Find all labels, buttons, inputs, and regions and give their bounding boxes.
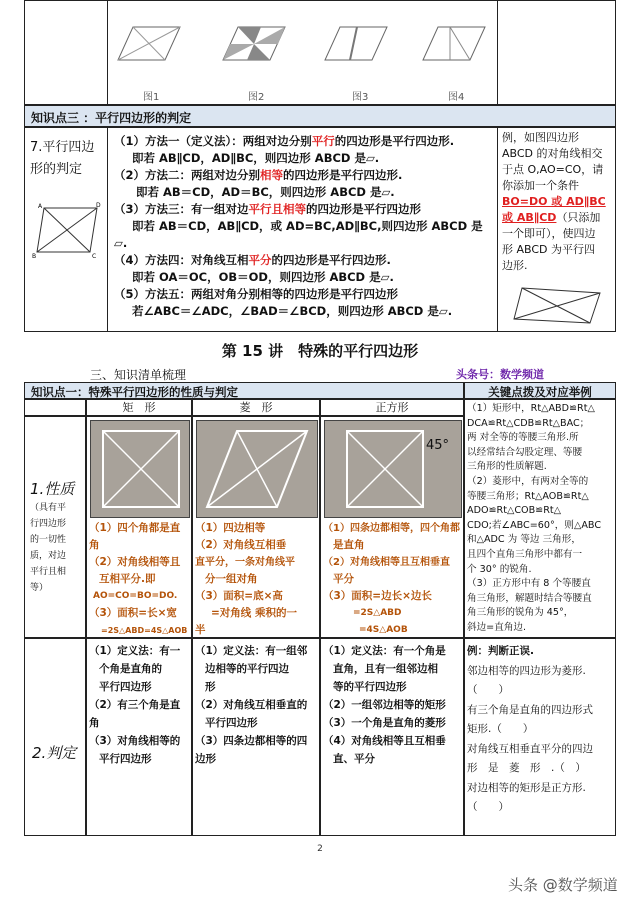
- svg-text:B: B: [32, 253, 37, 260]
- rhombus-properties: [195, 520, 319, 639]
- key-note-line: 两 对全等的等腰三角形.所: [467, 432, 579, 444]
- key-note-line: （2）菱形中，有两对全等的: [467, 475, 589, 487]
- judge-example-line: （ ）: [467, 684, 509, 696]
- judge-example-line: 邻边相等的四边形为菱形.: [467, 664, 586, 677]
- method-3-line-2: 即若 AB＝CD，AB∥CD，或 AD=BC,AD∥BC,则四边形 ABCD 是: [132, 219, 483, 233]
- rect-prop-line: （3）面积=长×宽: [89, 607, 177, 619]
- svg-text:A: A: [38, 203, 43, 210]
- judge-example-line: 形 是 菱 形 .（ ）: [467, 762, 586, 774]
- judge-line: 平行四边形: [99, 753, 152, 765]
- square-prop-line: （3）面积=边长×边长: [323, 590, 432, 602]
- rhombus-figure-photo: [196, 420, 318, 518]
- figure-3-parallelogram: [322, 22, 392, 67]
- key-note-line: DCA≌Rt△CDB≌Rt△BAC；: [467, 417, 590, 429]
- judge-example-line: 对角线互相垂直平分的四边: [467, 742, 593, 755]
- method-2-line-1: （2）方法二：两组对边分别相等的四边形是平行四边形.: [114, 168, 403, 182]
- square-properties: [323, 520, 463, 639]
- method-1-line-1: （1）方法一（定义法）：两组对边分别平行的四边形是平行四边形.: [114, 134, 455, 148]
- figure-1-label: 图1: [143, 92, 160, 103]
- brand-watermark: 头条 @数学频道: [508, 876, 618, 894]
- figure-4-label: 图4: [448, 92, 465, 103]
- method-1-line-2: 即若 AB∥CD，AD∥BC，则四边形 ABCD 是▱.: [132, 151, 380, 165]
- rect-prop-line: AO=CO=BO=DO.: [93, 591, 178, 601]
- kp3-example: [502, 130, 614, 274]
- judge-line: （3）对角线相等的: [89, 735, 181, 747]
- judge-line: 直、平分: [333, 753, 375, 765]
- judge-square: [323, 642, 463, 768]
- figure-2-label: 图2: [248, 92, 265, 103]
- note-line: 等）: [30, 583, 49, 593]
- rhombus-prop-line: 直平分，一条对角线平: [195, 557, 295, 568]
- judge-line: （2）一组邻边相等的矩形: [323, 699, 446, 711]
- example-answer: 或 AB∥CD: [502, 211, 557, 224]
- judge-example-line: 例：判断正误.: [467, 645, 534, 657]
- rhombus-prop-line: =对角线 乘积的一: [211, 607, 297, 619]
- key-note-line: 且四个直角三角形中都有一: [467, 548, 583, 560]
- rect-prop-line: （1）四个角都是直: [89, 522, 181, 534]
- section-title: 三、知识清单梳理: [90, 368, 187, 382]
- example-line: 形 ABCD 为平行四: [502, 243, 596, 256]
- key-note-line: 角三角形，解题时结合等腰直: [467, 592, 592, 604]
- square-prop-line: 是直角: [333, 539, 365, 551]
- example-line: 例，如图四边形: [502, 131, 579, 144]
- judge-line: （2）对角线互相垂直的: [195, 699, 308, 711]
- key-note-line: CDO;若∠ABC=60°，则△ABC: [467, 519, 602, 531]
- judge-line: （2）有三个角是直: [89, 699, 181, 711]
- kp3-title: 7.平行四边形的判定: [30, 140, 95, 177]
- svg-text:C: C: [92, 253, 97, 260]
- col-header-rhombus: 菱 形: [192, 399, 320, 416]
- key-note-line: 以经常结合勾股定理、等腰: [467, 446, 583, 458]
- kp3-methods: [114, 133, 494, 320]
- judge-line: （3）一个角是直角的菱形: [323, 717, 446, 729]
- key-note-line: ADO≌Rt△COB≌Rt△: [467, 505, 562, 517]
- kp1-header: 知识点一：特殊平行四边形的性质与判定: [24, 382, 464, 399]
- method-4-line-2: 即若 OA＝OC，OB＝OD，则四边形 ABCD 是▱.: [132, 270, 394, 284]
- top-row-right: [497, 0, 616, 105]
- square-figure-photo: [324, 420, 462, 518]
- top-row-left: [24, 0, 108, 105]
- source-label: 头条号：数学频道: [456, 368, 544, 381]
- judge-line: （1）定义法：有一个角是: [323, 645, 446, 657]
- note-line: 平行且相: [30, 567, 67, 577]
- judge-title-cell: [24, 638, 86, 836]
- square-prop-line: =4S△AOB: [359, 625, 408, 635]
- kp3-example-figure: [510, 283, 605, 328]
- prop-title: 1.性质: [30, 480, 75, 498]
- square-prop-line: 平分: [333, 573, 354, 585]
- method-5-line-1: （5）方法五：两组对角分别相等的四边形是平行四边形: [114, 287, 398, 301]
- angle-45-label: 45°: [426, 438, 450, 453]
- rect-prop-line: 角: [89, 539, 100, 551]
- rhombus-prop-line: （2）对角线互相垂: [195, 539, 287, 551]
- method-3-line-1: （3）方法三：有一组对边平行且相等的四边形是平行四边形: [114, 202, 422, 216]
- note-line: 的一切性: [30, 535, 67, 545]
- example-line: 于点 O,AO=CO，请: [502, 163, 604, 176]
- rhombus-prop-line: 分一组对角: [205, 573, 258, 585]
- rhombus-prop-line: 半: [195, 624, 206, 636]
- square-prop-line: =2S△ABD: [353, 608, 402, 618]
- method-2-line-2: 即若 AB＝CD，AD＝BC，则四边形 ABCD 是▱.: [136, 185, 395, 199]
- rect-prop-line: （2）对角线相等且: [89, 556, 181, 568]
- method-4-line-1: （4）方法四：对角线互相平分的四边形是平行四边形.: [114, 253, 391, 267]
- key-note-line: 三角形的性质解题.: [467, 461, 547, 473]
- svg-text:D: D: [96, 202, 101, 209]
- prop-note: [30, 500, 84, 596]
- judge-line: 形: [205, 681, 216, 693]
- lecture-title: 第 15 讲 特殊的平行四边形: [221, 342, 419, 360]
- judge-line: （3）四条边都相等的四: [195, 735, 308, 747]
- square-prop-line: （2）对角线相等且互相垂直: [323, 557, 450, 568]
- rhombus-prop-line: （1）四边相等: [195, 522, 266, 534]
- key-note-line: 等腰三角形；Rt△AOB≌Rt△: [467, 490, 589, 502]
- figure-2-parallelogram: [220, 22, 290, 67]
- example-line: 一个即可），使四边: [502, 227, 596, 240]
- rectangle-figure-photo: [90, 420, 190, 518]
- example-line: ABCD 的对角线相交: [502, 147, 603, 160]
- judge-line: 直角，且有一组邻边相: [333, 663, 438, 675]
- key-note-line: （3）正方形中有 8 个等腰直: [467, 578, 591, 590]
- judge-example-line: 矩形.（ ）: [467, 723, 534, 735]
- rect-prop-line: 互相平分.即: [99, 573, 156, 585]
- key-note-line: 和△ADC 为 等边 三角形，: [467, 534, 581, 546]
- col-header-square: 正方形: [320, 399, 464, 416]
- key-note-line: 斜边=直角边.: [467, 621, 527, 633]
- judge-example: [467, 642, 615, 818]
- judge-rect: [89, 642, 191, 768]
- key-note-line: （1）矩形中，Rt△ABD≌Rt△: [467, 403, 595, 414]
- method-5-line-2: 若∠ABC＝∠ADC，∠BAD＝∠BCD，则四边形 ABCD 是▱.: [132, 304, 453, 318]
- example-answer: BO=DO 或 AD∥BC: [502, 195, 606, 208]
- judge-line: 等的平行四边形: [333, 681, 407, 693]
- rect-properties: [89, 520, 191, 639]
- judge-rhombus: [195, 642, 319, 768]
- key-note-line: 角三角形的锐角为 45°，: [467, 607, 574, 619]
- note-line: （具有平: [30, 503, 67, 513]
- judge-line: 边形: [195, 753, 216, 765]
- page-number: 2: [317, 844, 323, 854]
- col-header-empty: [24, 399, 86, 416]
- figure-4-parallelogram: [420, 22, 490, 67]
- kp3-parallelogram-figure: [32, 200, 102, 260]
- judge-line: 个角是直角的: [99, 663, 162, 675]
- figure-3-label: 图3: [352, 92, 369, 103]
- figure-1-parallelogram: [115, 22, 185, 67]
- rhombus-prop-line: （3）面积=底×高: [195, 590, 283, 602]
- rect-prop-line: =2S△ABD=4S△AOB: [101, 626, 188, 635]
- judge-line: 角: [89, 717, 100, 729]
- judge-example-line: （ ）: [467, 801, 509, 813]
- key-note-line: 个 30° 的锐角.: [467, 563, 532, 575]
- square-prop-line: （1）四条边都相等，四个角都: [323, 523, 460, 534]
- judge-title: 2.判定: [32, 744, 77, 762]
- col-header-rect: 矩 形: [86, 399, 192, 416]
- method-3-line-3: ▱.: [114, 236, 128, 250]
- judge-line: 边相等的平行四边: [205, 663, 289, 675]
- judge-line: （1）定义法：有一: [89, 645, 181, 657]
- key-notes: [467, 402, 615, 636]
- judge-line: （1）定义法：有一组邻: [195, 645, 308, 657]
- example-line: 边形.: [502, 259, 528, 272]
- judge-line: 平行四边形: [99, 681, 152, 693]
- note-line: 质，对边: [30, 551, 67, 561]
- judge-example-line: 对边相等的矩形是正方形.: [467, 781, 586, 794]
- judge-example-line: 有三个角是直角的四边形式: [467, 703, 593, 716]
- example-line: 你添加一个条件: [502, 179, 579, 192]
- kp1-key-header: 关键点拨及对应举例: [464, 382, 616, 399]
- judge-line: 平行四边形: [205, 717, 258, 729]
- example-line: （只添加: [556, 211, 601, 224]
- judge-line: （4）对角线相等且互相垂: [323, 735, 446, 747]
- note-line: 行四边形: [30, 519, 67, 529]
- kp3-header: 知识点三 ：平行四边形的判定: [24, 105, 616, 127]
